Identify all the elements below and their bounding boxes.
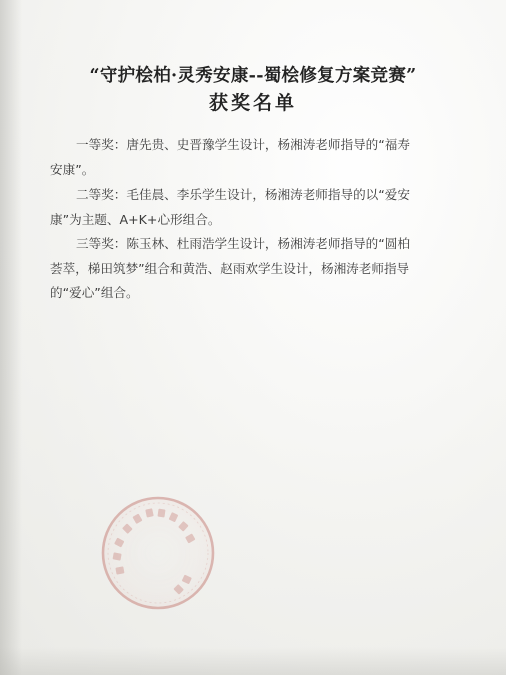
page-bottom-shadow: [0, 647, 506, 675]
document-subtitle: 获奖名单: [208, 92, 297, 114]
paragraph-line: 荟萃，梯田筑梦”组合和黄浩、赵雨欢学生设计，杨湘涛老师指导: [50, 260, 410, 276]
paragraph-line: 一等奖：唐先贵、史晋豫学生设计，杨湘涛老师指导的“福寿: [76, 137, 410, 152]
award-paragraph-third: [50, 232, 470, 306]
paragraph-line: 二等奖：毛佳晨、李乐学生设计，杨湘涛老师指导的以“爱安: [76, 187, 410, 202]
award-paragraph-first: [50, 133, 470, 182]
document-title: “守护桧柏·灵秀安康--蜀桧修复方案竞赛”: [89, 66, 417, 86]
paragraph-line: 三等奖：陈玉林、杜雨浩学生设计，杨湘涛老师指导的“圆柏: [76, 236, 410, 251]
official-seal-stamp: [100, 495, 216, 611]
paragraph-line: 康”为主题、A+K+心形组合。: [50, 211, 221, 227]
paragraph-line: 安康”。: [50, 161, 95, 177]
award-paragraph-second: [50, 183, 470, 232]
paragraph-line: 的“爱心”组合。: [50, 285, 139, 300]
